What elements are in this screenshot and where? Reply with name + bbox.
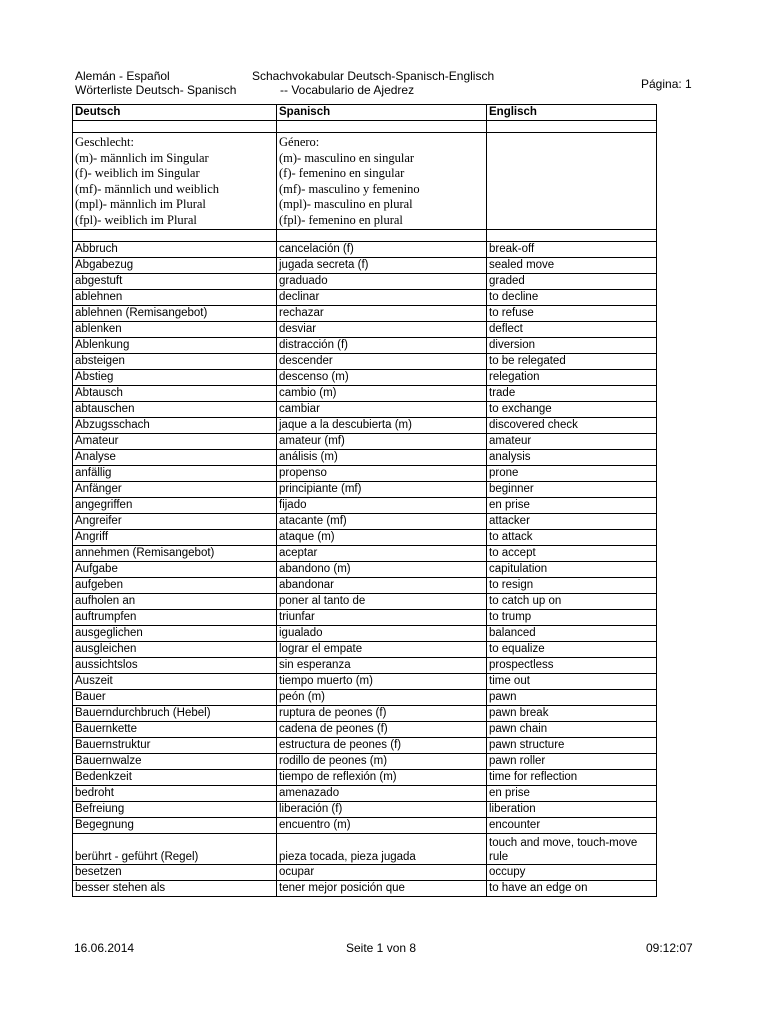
table-row xyxy=(73,482,657,498)
header-list-title: Wörterliste Deutsch- Spanisch xyxy=(75,83,237,97)
cell-deutsch: Bauer xyxy=(73,690,277,706)
table-row xyxy=(73,881,657,897)
cell-deutsch: Bauernstruktur xyxy=(73,738,277,754)
legend-line: (f)- weiblich im Singular xyxy=(75,166,200,180)
table-row xyxy=(73,770,657,786)
cell-englisch: to resign xyxy=(487,578,657,594)
cell-deutsch: abgestuft xyxy=(73,274,277,290)
table-row xyxy=(73,258,657,274)
cell-englisch: prone xyxy=(487,466,657,482)
cell-englisch: to accept xyxy=(487,546,657,562)
table-row xyxy=(73,514,657,530)
table-row xyxy=(73,738,657,754)
cell-spanisch: rodillo de peones (m) xyxy=(277,754,487,770)
cell-spanisch: pieza tocada, pieza jugada xyxy=(277,834,487,865)
legend-line: (mf)- männlich und weiblich xyxy=(75,181,220,196)
cell-spanisch: tiempo muerto (m) xyxy=(277,674,487,690)
cell-spanisch: peón (m) xyxy=(277,690,487,706)
table-row xyxy=(73,674,657,690)
cell-englisch: to attack xyxy=(487,530,657,546)
cell-englisch: touch and move, touch-move rule xyxy=(487,834,657,865)
cell-englisch: to trump xyxy=(487,610,657,626)
cell-deutsch: Bedenkzeit xyxy=(73,770,277,786)
cell-englisch: en prise xyxy=(487,786,657,802)
cell-deutsch: Analyse xyxy=(73,450,277,466)
table-row xyxy=(73,610,657,626)
cell-englisch: pawn break xyxy=(487,706,657,722)
cell-deutsch: auftrumpfen xyxy=(73,610,277,626)
table-row xyxy=(73,354,657,370)
table-row xyxy=(73,530,657,546)
cell-englisch: discovered check xyxy=(487,418,657,434)
cell-spanisch: rechazar xyxy=(277,306,487,322)
cell-englisch: time out xyxy=(487,674,657,690)
cell-deutsch: ablehnen xyxy=(73,290,277,306)
legend-line: (mpl)- männlich im Plural xyxy=(75,197,206,211)
legend-line: (m)- masculino en singular xyxy=(279,150,415,165)
cell-spanisch: análisis (m) xyxy=(277,450,487,466)
table-row xyxy=(73,306,657,322)
table-row xyxy=(73,754,657,770)
cell-spanisch: descenso (m) xyxy=(277,370,487,386)
header-language-pair: Alemán - Español xyxy=(75,69,170,83)
footer-page-count: Seite 1 von 8 xyxy=(346,941,417,955)
column-header-deutsch: Deutsch xyxy=(73,105,277,121)
cell-englisch: en prise xyxy=(487,498,657,514)
cell-deutsch: Anfänger xyxy=(73,482,277,498)
cell-spanisch: sin esperanza xyxy=(277,658,487,674)
cell-deutsch: Auszeit xyxy=(73,674,277,690)
header-vocab-subtitle: -- Vocabulario de Ajedrez xyxy=(280,83,415,97)
column-header-spanisch: Spanisch xyxy=(277,105,487,121)
cell-deutsch: berührt - geführt (Regel) xyxy=(73,834,277,865)
cell-englisch: pawn roller xyxy=(487,754,657,770)
table-row xyxy=(73,706,657,722)
cell-spanisch: poner al tanto de xyxy=(277,594,487,610)
table-row xyxy=(73,690,657,706)
cell-englisch: capitulation xyxy=(487,562,657,578)
footer-date: 16.06.2014 xyxy=(74,941,135,955)
table-row xyxy=(73,722,657,738)
cell-spanisch: cadena de peones (f) xyxy=(277,722,487,738)
legend-englisch xyxy=(487,133,657,230)
table-row xyxy=(73,865,657,881)
cell-spanisch: principiante (mf) xyxy=(277,482,487,498)
cell-englisch: beginner xyxy=(487,482,657,498)
table-row xyxy=(73,594,657,610)
cell-deutsch: ablenken xyxy=(73,322,277,338)
cell-deutsch: angegriffen xyxy=(73,498,277,514)
cell-deutsch: besser stehen als xyxy=(73,881,277,897)
cell-englisch: balanced xyxy=(487,626,657,642)
cell-spanisch: cancelación (f) xyxy=(277,242,487,258)
table-row xyxy=(73,626,657,642)
cell-deutsch: Bauernwalze xyxy=(73,754,277,770)
cell-spanisch: amenazado xyxy=(277,786,487,802)
blank-row xyxy=(73,121,657,133)
cell-spanisch: ruptura de peones (f) xyxy=(277,706,487,722)
cell-spanisch: cambiar xyxy=(277,402,487,418)
table-row xyxy=(73,450,657,466)
gender-legend-row xyxy=(73,133,657,230)
cell-englisch: to catch up on xyxy=(487,594,657,610)
cell-englisch: pawn xyxy=(487,690,657,706)
cell-deutsch: Abtausch xyxy=(73,386,277,402)
cell-englisch: to decline xyxy=(487,290,657,306)
cell-deutsch: Abgabezug xyxy=(73,258,277,274)
cell-spanisch: abandono (m) xyxy=(277,562,487,578)
table-row xyxy=(73,466,657,482)
cell-deutsch: anfällig xyxy=(73,466,277,482)
cell-spanisch: liberación (f) xyxy=(277,802,487,818)
cell-deutsch: Abbruch xyxy=(73,242,277,258)
cell-deutsch: absteigen xyxy=(73,354,277,370)
cell-spanisch: atacante (mf) xyxy=(277,514,487,530)
table-row xyxy=(73,786,657,802)
table-row xyxy=(73,546,657,562)
cell-englisch: diversion xyxy=(487,338,657,354)
cell-spanisch: tiempo de reflexión (m) xyxy=(277,770,487,786)
table-row xyxy=(73,338,657,354)
cell-englisch: pawn chain xyxy=(487,722,657,738)
table-row xyxy=(73,642,657,658)
cell-englisch: trade xyxy=(487,386,657,402)
cell-spanisch: igualado xyxy=(277,626,487,642)
cell-spanisch: estructura de peones (f) xyxy=(277,738,487,754)
cell-englisch: encounter xyxy=(487,818,657,834)
cell-deutsch: aufgeben xyxy=(73,578,277,594)
cell-englisch: to exchange xyxy=(487,402,657,418)
cell-spanisch: fijado xyxy=(277,498,487,514)
table-row xyxy=(73,658,657,674)
cell-englisch: to refuse xyxy=(487,306,657,322)
cell-englisch: sealed move xyxy=(487,258,657,274)
cell-englisch: to have an edge on xyxy=(487,881,657,897)
cell-deutsch: aufholen an xyxy=(73,594,277,610)
legend-line: (f)- femenino en singular xyxy=(279,166,405,180)
header-page-label: Página: 1 xyxy=(641,77,692,91)
cell-englisch: deflect xyxy=(487,322,657,338)
table-row xyxy=(73,290,657,306)
table-row xyxy=(73,834,657,865)
cell-deutsch: Aufgabe xyxy=(73,562,277,578)
cell-englisch: time for reflection xyxy=(487,770,657,786)
footer-time: 09:12:07 xyxy=(646,941,693,955)
cell-deutsch: Angreifer xyxy=(73,514,277,530)
cell-deutsch: annehmen (Remisangebot) xyxy=(73,546,277,562)
cell-spanisch: cambio (m) xyxy=(277,386,487,402)
table-row xyxy=(73,434,657,450)
vocabulary-table xyxy=(72,104,657,897)
cell-englisch: break-off xyxy=(487,242,657,258)
table-row xyxy=(73,818,657,834)
legend-line: (m)- männlich im Singular xyxy=(75,150,209,165)
table-row xyxy=(73,242,657,258)
cell-englisch: pawn structure xyxy=(487,738,657,754)
cell-englisch: to equalize xyxy=(487,642,657,658)
vocabulary-table-container xyxy=(72,104,656,897)
cell-spanisch: distracción (f) xyxy=(277,338,487,354)
legend-line: Género: xyxy=(279,135,320,149)
cell-deutsch: Ablenkung xyxy=(73,338,277,354)
header-vocab-title: Schachvokabular Deutsch-Spanisch-Englisch xyxy=(252,69,495,83)
cell-spanisch: aceptar xyxy=(277,546,487,562)
table-header-row xyxy=(73,105,657,121)
cell-englisch: prospectless xyxy=(487,658,657,674)
cell-spanisch: lograr el empate xyxy=(277,642,487,658)
cell-spanisch: ataque (m) xyxy=(277,530,487,546)
cell-deutsch: Bauernkette xyxy=(73,722,277,738)
legend-line: (fpl)- weiblich im Plural xyxy=(75,212,197,227)
cell-spanisch: propenso xyxy=(277,466,487,482)
table-row xyxy=(73,562,657,578)
cell-deutsch: ausgleichen xyxy=(73,642,277,658)
cell-deutsch: ablehnen (Remisangebot) xyxy=(73,306,277,322)
legend-line: (mpl)- masculino en plural xyxy=(279,197,413,211)
legend-line: Geschlecht: xyxy=(75,135,135,149)
blank-row xyxy=(73,230,657,242)
cell-deutsch: Abstieg xyxy=(73,370,277,386)
table-row xyxy=(73,386,657,402)
cell-spanisch: desviar xyxy=(277,322,487,338)
table-row xyxy=(73,370,657,386)
cell-spanisch: encuentro (m) xyxy=(277,818,487,834)
cell-spanisch: ocupar xyxy=(277,865,487,881)
cell-deutsch: aussichtslos xyxy=(73,658,277,674)
cell-deutsch: abtauschen xyxy=(73,402,277,418)
cell-deutsch: ausgeglichen xyxy=(73,626,277,642)
cell-deutsch: bedroht xyxy=(73,786,277,802)
cell-spanisch: jaque a la descubierta (m) xyxy=(277,418,487,434)
cell-spanisch: declinar xyxy=(277,290,487,306)
cell-englisch: graded xyxy=(487,274,657,290)
cell-deutsch: Bauerndurchbruch (Hebel) xyxy=(73,706,277,722)
legend-line: (fpl)- femenino en plural xyxy=(279,212,403,227)
legend-line: (mf)- masculino y femenino xyxy=(279,181,420,196)
cell-englisch: relegation xyxy=(487,370,657,386)
legend-spanisch xyxy=(277,133,487,230)
legend-deutsch xyxy=(73,133,277,230)
cell-englisch: analysis xyxy=(487,450,657,466)
table-row xyxy=(73,402,657,418)
cell-spanisch: descender xyxy=(277,354,487,370)
cell-deutsch: Begegnung xyxy=(73,818,277,834)
table-row xyxy=(73,498,657,514)
cell-englisch: occupy xyxy=(487,865,657,881)
cell-spanisch: jugada secreta (f) xyxy=(277,258,487,274)
cell-deutsch: Befreiung xyxy=(73,802,277,818)
cell-spanisch: abandonar xyxy=(277,578,487,594)
cell-spanisch: tener mejor posición que xyxy=(277,881,487,897)
cell-englisch: amateur xyxy=(487,434,657,450)
table-row xyxy=(73,274,657,290)
table-row xyxy=(73,418,657,434)
cell-deutsch: Abzugsschach xyxy=(73,418,277,434)
cell-deutsch: besetzen xyxy=(73,865,277,881)
cell-spanisch: amateur (mf) xyxy=(277,434,487,450)
cell-deutsch: Amateur xyxy=(73,434,277,450)
column-header-englisch: Englisch xyxy=(487,105,657,121)
cell-spanisch: triunfar xyxy=(277,610,487,626)
table-row xyxy=(73,322,657,338)
table-row xyxy=(73,578,657,594)
cell-englisch: attacker xyxy=(487,514,657,530)
cell-englisch: to be relegated xyxy=(487,354,657,370)
cell-spanisch: graduado xyxy=(277,274,487,290)
cell-deutsch: Angriff xyxy=(73,530,277,546)
table-row xyxy=(73,802,657,818)
cell-englisch: liberation xyxy=(487,802,657,818)
